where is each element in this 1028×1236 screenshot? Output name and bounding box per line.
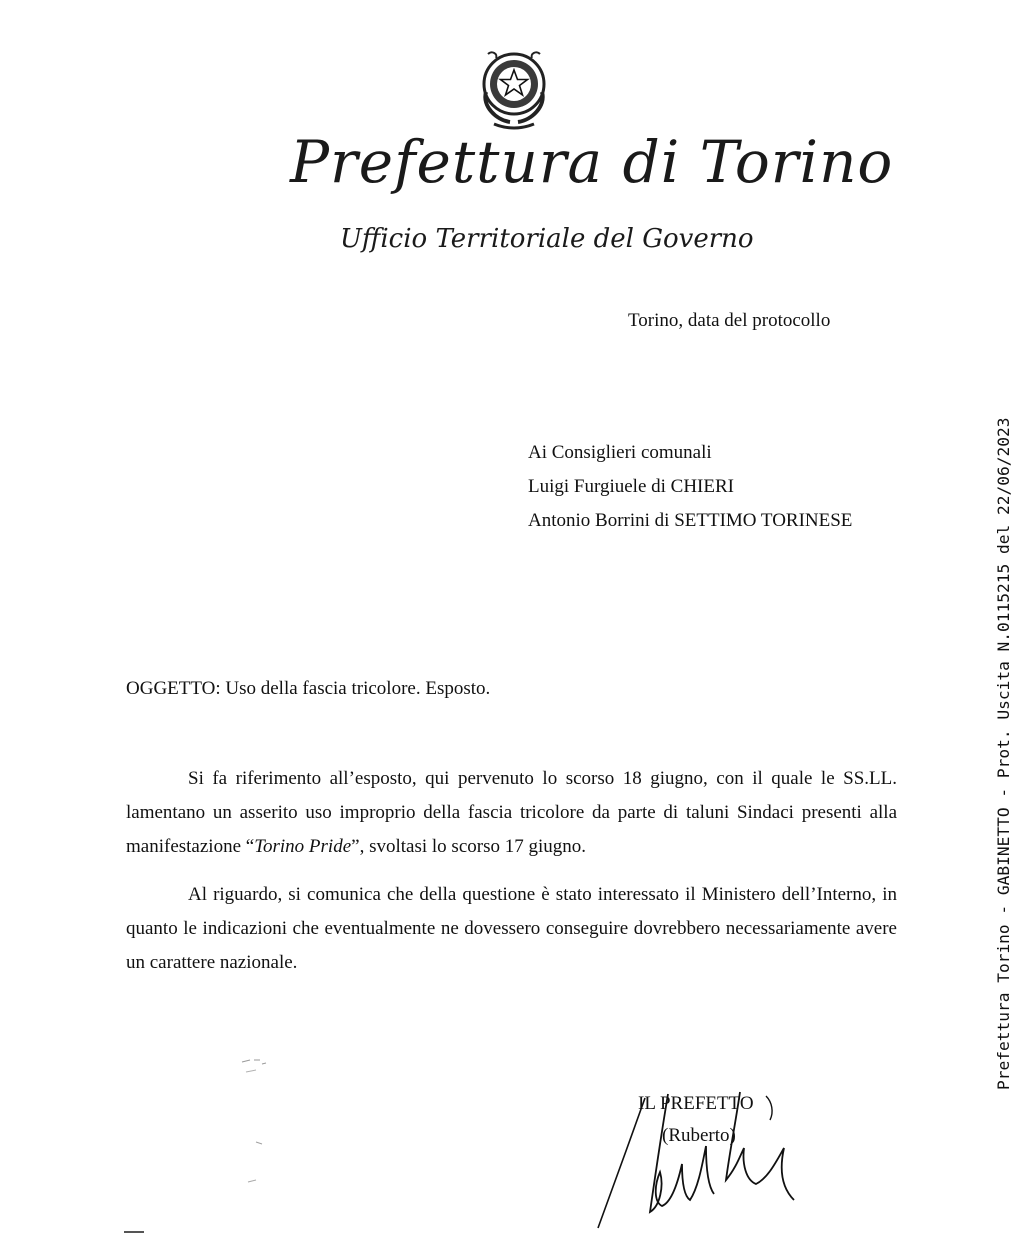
recipient-block	[528, 436, 852, 538]
subject-line: OGGETTO: Uso della fascia tricolore. Esposto.	[126, 678, 491, 699]
recipient-line: Antonio Borrini di SETTIMO TORINESE	[528, 510, 853, 531]
body-paragraph: Al riguardo, si comunica che della questione è stato interessato il Ministero dell’Interno, in quanto le indicazioni che eventualmente ne dovessero conseguire dovrebbero necessariamente avere un carattere nazionale.	[126, 884, 897, 973]
italian-republic-emblem	[476, 48, 552, 132]
letterhead-title: Prefettura di Torino	[290, 128, 894, 196]
letter-body	[126, 762, 897, 994]
body-paragraph: Si fa riferimento all’esposto, qui pervenuto lo scorso 18 giugno, con il quale le SS.LL. lamentano un asserito uso improprio della fascia tricolore da parte di taluni Sindaci presenti alla manifestazione “Torino Pride”, svoltasi lo scorso 17 giugno.	[126, 768, 897, 857]
letterhead-subtitle: Ufficio Territoriale del Governo	[340, 224, 754, 254]
recipient-line: Luigi Furgiuele di CHIERI	[528, 476, 734, 497]
signer-name: (Ruberto)	[662, 1125, 736, 1146]
recipient-line: Ai Consiglieri comunali	[528, 442, 712, 463]
protocol-stamp: Prefettura Torino - GABINETTO - Prot. Uscita N.0115215 del 22/06/2023	[994, 417, 1013, 1090]
event-name: Torino Pride	[254, 836, 352, 857]
handwritten-signature	[590, 1090, 810, 1230]
date-line: Torino, data del protocollo	[628, 310, 831, 331]
signer-role: IL PREFETTO	[638, 1093, 754, 1114]
